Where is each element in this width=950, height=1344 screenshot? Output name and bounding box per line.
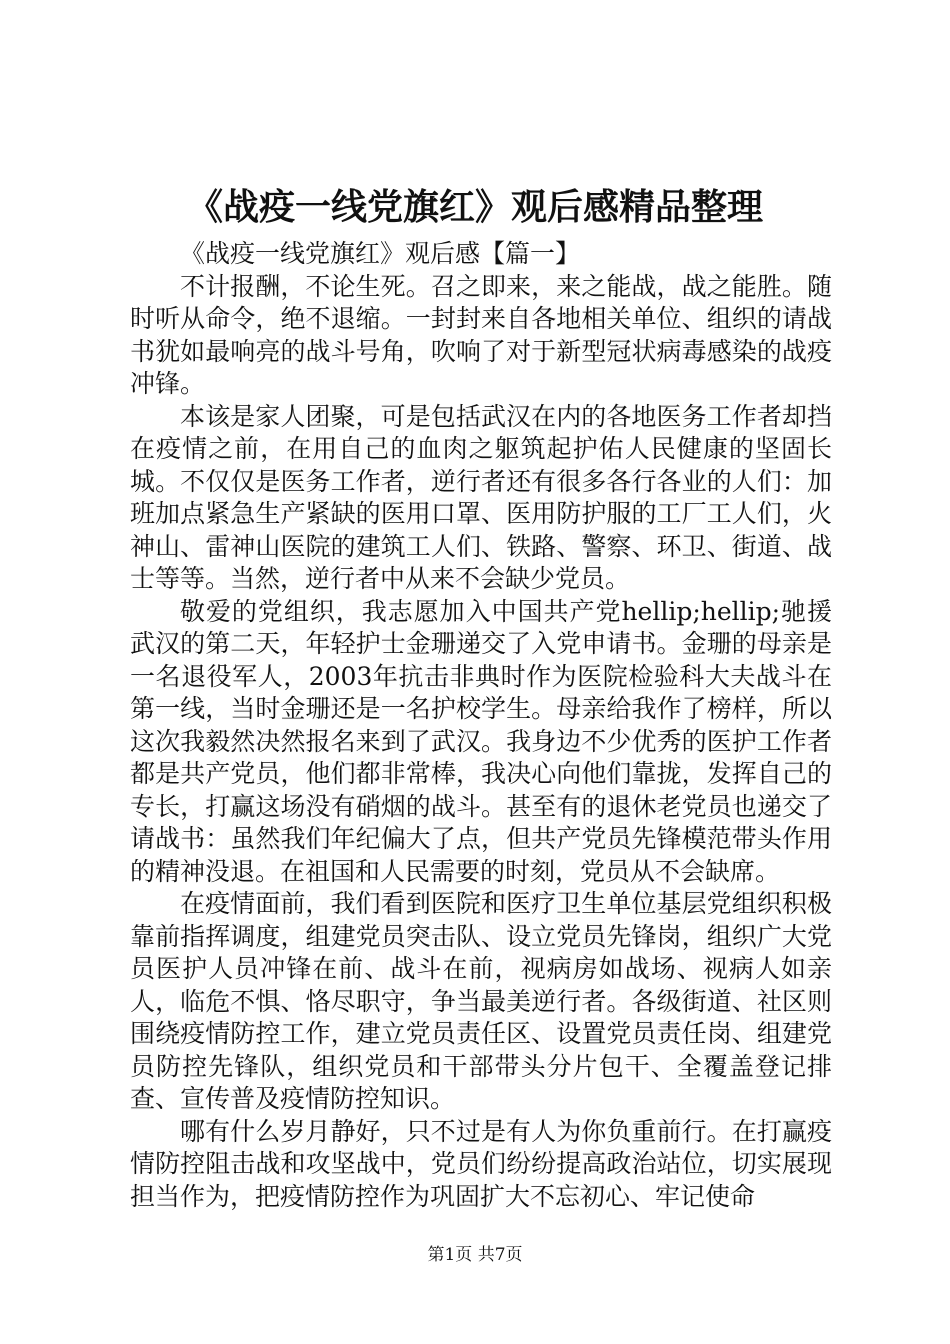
document-title: 《战疫一线党旗红》观后感精品整理 [186,186,763,228]
paragraph: 哪有什么岁月静好，只不过是有人为你负重前行。在打赢疫情防控阻击战和攻坚战中，党员们纷纷提高政治站位，切实展现担当作为，把疫情防控作为巩固扩大不忘初心、牢记使命 [130,1116,832,1211]
paragraph: 不计报酬，不论生死。召之即来，来之能战，战之能胜。随时听从命令，绝不退缩。一封封来自各地相关单位、组织的请战书犹如最响亮的战斗号角，吹响了对于新型冠状病毒感染的战疫冲锋。 [130,271,832,398]
document-body [130,238,832,1213]
page-number-footer: 第1页 共7页 [427,1245,523,1265]
section-subheading: 《战疫一线党旗红》观后感【篇一】 [180,239,581,268]
paragraph: 在疫情面前，我们看到医院和医疗卫生单位基层党组织积极靠前指挥调度，组建党员突击队、设立党员先锋岗，组织广大党员医护人员冲锋在前、战斗在前，视病房如战场、视病人如亲人，临危不惧、恪尽职守，争当最美逆行者。各级街道、社区则围绕疫情防控工作，建立党员责任区、设置党员责任岗、组建党员防控先锋队，组织党员和干部带头分片包干、全覆盖登记排查、宣传普及疫情防控知识。 [130,889,832,1113]
paragraph: 本该是家人团聚，可是包括武汉在内的各地医务工作者却挡在疫情之前，在用自己的血肉之躯筑起护佑人民健康的坚固长城。不仅仅是医务工作者，逆行者还有很多各行各业的人们：加班加点紧急生产紧缺的医用口罩、医用防护服的工厂工人们，火神山、雷神山医院的建筑工人们、铁路、警察、环卫、街道、战士等等。当然，逆行者中从来不会缺少党员。 [130,401,832,593]
paragraph: 敬爱的党组织，我志愿加入中国共产党hellip;hellip;驰援武汉的第二天，年轻护士金珊递交了入党申请书。金珊的母亲是一名退役军人，2003年抗击非典时作为医院检验科大夫战斗在第一线，当时金珊还是一名护校学生。母亲给我作了榜样，所以这次我毅然决然报名来到了武汉。我身边不少优秀的医护工作者都是共产党员，他们都非常棒，我决心向他们靠拢，发挥自己的专长，打赢这场没有硝烟的战斗。甚至有的退休老党员也递交了请战书：虽然我们年纪偏大了点，但共产党员先锋模范带头作用的精神没退。在祖国和人民需要的时刻，党员从不会缺席。 [130,596,832,886]
